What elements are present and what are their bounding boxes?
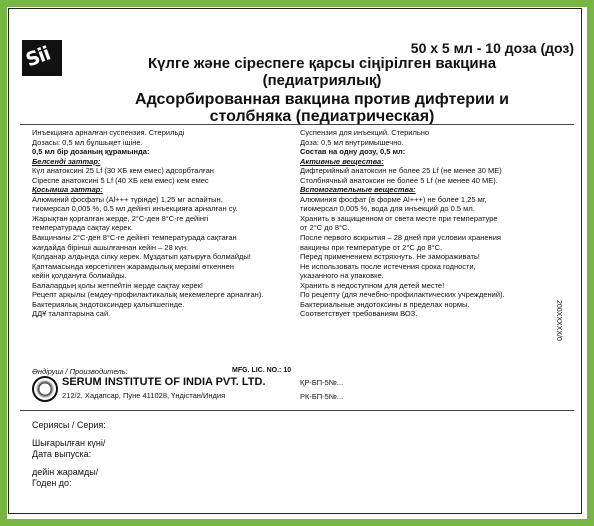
ru-line: Алюминия фосфат (в форме Al+++) не более 1,25 мг,: [300, 194, 487, 204]
company-name: SERUM INSTITUTE OF INDIA PVT. LTD.: [62, 376, 266, 388]
company-address: 212/2, Хадапсар, Пуне 411028, Үндістан/Индия: [62, 391, 226, 400]
title-kazakh-line-2: (педиатриялық): [262, 72, 382, 89]
title-kazakh: [72, 55, 572, 89]
kz-line: Бактериялық эндотоксиндер қалыпшегінде.: [32, 299, 185, 309]
registration-kz: ҚР-БП-5№...: [300, 378, 344, 387]
russian-column: [300, 128, 562, 319]
kz-line: Рецепт арқылы (емдеу-профилактикалық мекемелерге арналған).: [32, 290, 264, 300]
ru-line: Хранить в защищенном от света месте при температуре: [300, 213, 498, 223]
serum-institute-seal-icon: [32, 376, 58, 402]
ru-line: По рецепту (для лечебно-профилактических учреждений).: [300, 290, 505, 300]
ru-composition-heading: Состав на одну дозу, 0,5 мл:: [300, 147, 406, 157]
manufacture-date-kz: Шығарылған күні/: [32, 438, 106, 448]
kz-line: Сіреспе анатоксині 5 Lf (40 ХБ кем емес) кем емес: [32, 175, 209, 185]
ru-line: тиомерсал 0,005 %, вода для инъекций до 0.5 мл.: [300, 204, 475, 214]
divider-top: [20, 124, 574, 125]
ru-line: Столбнячный анатоксин не более 5 Lf (не менее 40 МЕ).: [300, 175, 498, 185]
kz-composition-heading: 0,5 мл бір дозаның құрамында:: [32, 147, 150, 157]
kz-line: Инъекцияға арналған суспензия. Стерильді: [32, 128, 185, 137]
kz-line: температурада сақтау керек.: [32, 223, 133, 233]
manufacturer-label: Өндіруші / Производитель:: [32, 367, 128, 376]
title-russian-line-1: Адсорбированная вакцина против дифтерии и: [135, 91, 509, 108]
ru-line: от 2°С до 8°С.: [300, 223, 350, 233]
pack-size: 50 x 5 мл - 10 доза (доз): [410, 40, 574, 56]
kz-line: тиомерсал 0,005 %, 0.5 мл дейінгі инъекцияға арналған су.: [32, 204, 238, 214]
side-code-text: 200XXXXX/0: [555, 300, 562, 341]
kz-line: Дозасы: 0,5 мл бұлшықет ішіне.: [32, 137, 143, 147]
expiry-date-kz: дейін жарамды/: [32, 467, 99, 477]
title-russian: [72, 91, 572, 125]
ru-active-heading: Активные вещества:: [300, 156, 384, 166]
kz-line: Қаптамасында көрсетілген жарамдылық мерзімі өткеннен: [32, 261, 234, 271]
ru-line: Дифтерийный анатоксин не более 25 Lf (не менее 30 МЕ): [300, 166, 502, 176]
series-field: Сериясы / Серия:: [32, 420, 106, 430]
kz-line: кейін қолдануға болмайды.: [32, 271, 127, 281]
expiry-date-ru: Годен до:: [32, 478, 72, 488]
ru-line: После первого вскрытия – 28 дней при условии хранения: [300, 233, 501, 243]
kz-active-heading: Белсенді заттар:: [32, 156, 101, 166]
registration-ru: РК-БП-5№...: [300, 392, 344, 401]
ru-line: вакцины при температуре от 2°С до 8°С.: [300, 242, 443, 252]
kz-line: Қолданар алдында сілку керек. Мұздатып қатыруға болмайды!: [32, 252, 251, 262]
ru-line: Бактериальные эндотоксины в пределах нормы.: [300, 299, 470, 309]
ru-line: Соответствует требованиям ВОЗ.: [300, 309, 418, 319]
ru-line: указанного на упаковке.: [300, 271, 384, 281]
kz-line: Балалардың қолы жетпейтін жерде сақтау керек!: [32, 280, 203, 290]
ru-line: Доза: 0,5 мл внутримышечно.: [300, 137, 404, 147]
kz-line: Жарықтан қорғалған жерде, 2°С-ден 8°С-ге дейінгі: [32, 213, 209, 223]
kz-line: Вакцинаны 2°С-ден 8°С-ге дейінгі температурада сақтаған: [32, 233, 237, 243]
kazakh-column: [32, 128, 297, 319]
kz-excipient-heading: Қосымша заттар:: [32, 185, 103, 195]
ru-excipient-heading: Вспомогательные вещества:: [300, 185, 416, 195]
mfg-license: MFG. LIC. NO.: 10: [232, 367, 292, 374]
title-russian-line-2: столбняка (педиатрическая): [209, 108, 435, 125]
sii-logo: [22, 40, 62, 76]
ru-line: Хранить в недоступном для детей месте!: [300, 280, 445, 290]
kz-line: жағдайда бірінші ашылғаннан кейін – 28 күн.: [32, 242, 189, 252]
ru-line: Перед применением встряхнуть. Не замораживать!: [300, 252, 480, 262]
manufacture-date-ru: Дата выпуска:: [32, 449, 92, 459]
kz-line: Күл анатоксині 25 Lf (30 ХБ кем емес) адсорбталған: [32, 166, 214, 176]
ru-line: Суспензия для инъекций. Стерильно: [300, 128, 430, 137]
divider-bottom: [20, 410, 574, 411]
kz-line: ДДҰ талаптарына сай.: [32, 309, 111, 319]
title-kazakh-line-1: Күлге және сіреспеге қарсы сіңірілген вакцина: [147, 55, 497, 72]
kz-line: Алюминий фосфаты (Al+++ түрінде) 1,25 мг аспайтын,: [32, 194, 223, 204]
ru-line: Не использовать после истечения срока годности,: [300, 261, 476, 271]
logo-text: Sii: [22, 42, 53, 72]
